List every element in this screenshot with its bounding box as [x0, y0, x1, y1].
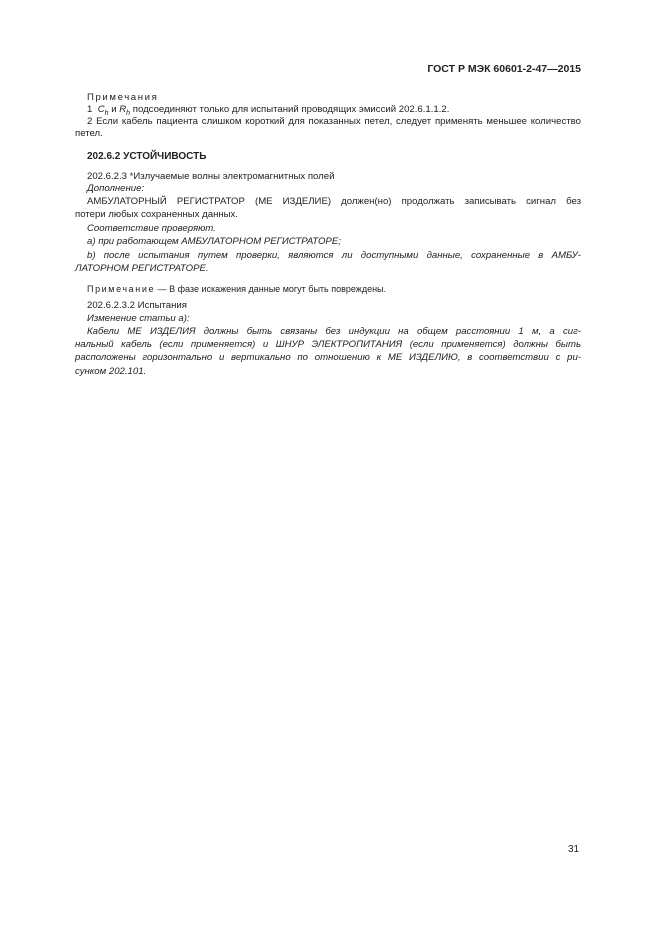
symbol: C: [97, 104, 105, 115]
item-b: b) после испытания путем проверки, являются ли доступными данные, сохраненные в АМБУ-: [87, 250, 581, 261]
paragraph: АМБУЛАТОРНЫЙ РЕГИСТРАТОР (МЕ ИЗДЕЛИЕ) должен(но) продолжать записывать сигнал без: [87, 196, 581, 207]
paragraph-cont: расположены горизонтально и вертикально по отношению к МЕ ИЗДЕЛИЮ, в соответствии с ри-: [75, 352, 581, 363]
item-a: а) при работающем АМБУЛАТОРНОМ РЕГИСТРАТОРЕ;: [87, 236, 341, 247]
subscript: h: [104, 109, 109, 117]
compliance-text: Соответствие проверяют.: [87, 223, 216, 234]
item-b-cont: ЛАТОРНОМ РЕГИСТРАТОРЕ.: [75, 263, 209, 274]
note-text: — В фазе искажения данные могут быть повреждены.: [157, 284, 387, 294]
change-label: Изменение статьи а):: [87, 313, 190, 324]
section-heading: 202.6.2 УСТОЙЧИВОСТЬ: [87, 151, 207, 162]
subsection-title: 202.6.2.3.2 Испытания: [87, 300, 187, 311]
notes-title: Примечания: [87, 92, 159, 103]
page-number: 31: [568, 844, 580, 855]
paragraph-cont: потери любых сохраненных данных.: [75, 209, 239, 220]
conj: и: [111, 104, 117, 115]
note-number: 1: [87, 104, 93, 115]
subsection-title: 202.6.2.3 *Излучаемые волны электромагнитных полей: [87, 171, 335, 182]
note-2-cont: петел.: [75, 128, 103, 139]
note-text: подсоединяют только для испытаний проводящих эмиссий 202.6.1.1.2.: [132, 104, 450, 115]
subscript: h: [126, 109, 131, 117]
paragraph-cont: сунком 202.101.: [75, 366, 147, 377]
addition-label: Дополнение:: [87, 183, 145, 194]
paragraph-cont: нальный кабель (если применяется) и ШНУР ЭЛЕКТРОПИТАНИЯ (если применяется) должны быть: [75, 339, 581, 350]
note-2: 2 Если кабель пациента слишком короткий для показанных петел, следует применять меньшее количество: [87, 116, 581, 127]
symbol: R: [119, 104, 127, 115]
note: [75, 283, 581, 295]
note-label: Примечание: [87, 284, 156, 294]
paragraph: Кабели МЕ ИЗДЕЛИЯ должны быть связаны без индукции на общем расстоянии 1 м, а сиг-: [87, 326, 581, 337]
document-header: ГОСТ Р МЭК 60601-2-47—2015: [427, 63, 581, 75]
